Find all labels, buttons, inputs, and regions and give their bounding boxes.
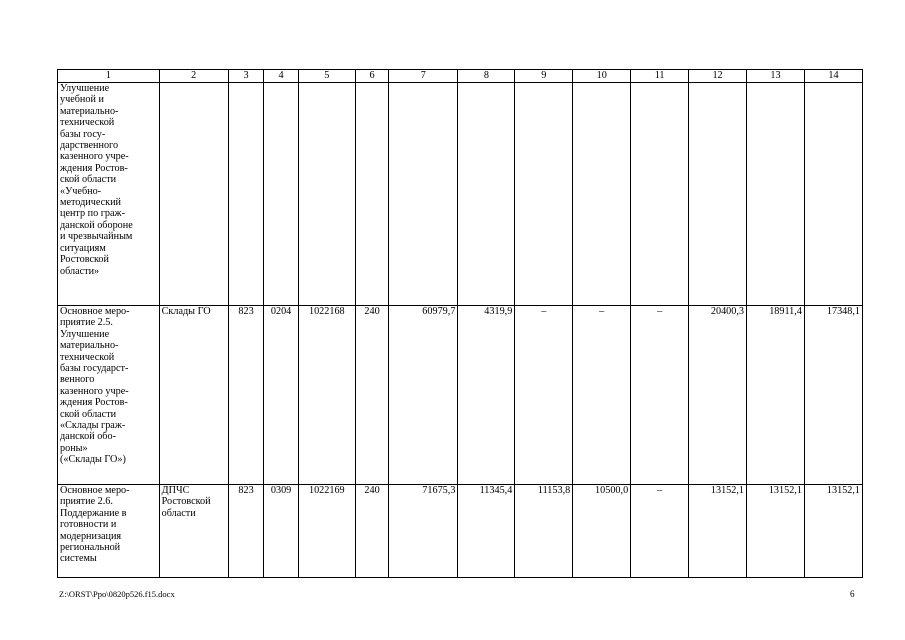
amount-cell: 71675,3 <box>389 485 458 578</box>
budget-table <box>57 69 863 578</box>
amount-cell <box>631 83 689 306</box>
amount-cell: – <box>631 306 689 485</box>
column-number: 14 <box>804 70 862 83</box>
column-number-row <box>58 70 863 83</box>
section-cell: 0204 <box>264 306 299 485</box>
amount-cell: 60979,7 <box>389 306 458 485</box>
file-path-footer: Z:\ORST\Ppo\0820p526.f15.docx <box>59 589 175 599</box>
column-number: 2 <box>159 70 228 83</box>
grbs-cell <box>228 83 264 306</box>
column-number: 10 <box>573 70 631 83</box>
column-number: 9 <box>515 70 573 83</box>
section-cell <box>264 83 299 306</box>
target-article-cell: 1022168 <box>298 306 355 485</box>
column-number: 12 <box>689 70 747 83</box>
table-row <box>58 485 863 578</box>
amount-cell: 11345,4 <box>458 485 515 578</box>
grbs-cell: 823 <box>228 485 264 578</box>
amount-cell: 13152,1 <box>689 485 747 578</box>
amount-cell: 10500,0 <box>573 485 631 578</box>
expense-type-cell: 240 <box>355 485 389 578</box>
expense-type-cell <box>355 83 389 306</box>
amount-cell <box>689 83 747 306</box>
amount-cell: 11153,8 <box>515 485 573 578</box>
table-row <box>58 306 863 485</box>
amount-cell <box>515 83 573 306</box>
amount-cell <box>804 83 862 306</box>
column-number: 6 <box>355 70 389 83</box>
column-number: 7 <box>389 70 458 83</box>
column-number: 3 <box>228 70 264 83</box>
amount-cell: 17348,1 <box>804 306 862 485</box>
expense-type-cell: 240 <box>355 306 389 485</box>
amount-cell <box>389 83 458 306</box>
activity-name-cell: Основное меро- приятие 2.6. Поддержание в готовности и модернизация региональной системы <box>58 485 160 578</box>
amount-cell: 18911,4 <box>747 306 805 485</box>
executor-cell: Склады ГО <box>159 306 228 485</box>
column-number: 13 <box>747 70 805 83</box>
amount-cell: 13152,1 <box>804 485 862 578</box>
amount-cell: 20400,3 <box>689 306 747 485</box>
activity-name-cell: Основное меро- приятие 2.5. Улучшение материально- технической базы государст- венного казенного учре- ждения Ростов- ской области «Склады граж- данской обо- роны» («Склады ГО») <box>58 306 160 485</box>
amount-cell: – <box>631 485 689 578</box>
amount-cell <box>573 83 631 306</box>
target-article-cell <box>298 83 355 306</box>
page-number: 6 <box>850 589 855 599</box>
amount-cell: – <box>573 306 631 485</box>
amount-cell: – <box>515 306 573 485</box>
executor-cell: ДПЧС Ростовской области <box>159 485 228 578</box>
section-cell: 0309 <box>264 485 299 578</box>
table-row <box>58 83 863 306</box>
column-number: 8 <box>458 70 515 83</box>
target-article-cell: 1022169 <box>298 485 355 578</box>
grbs-cell: 823 <box>228 306 264 485</box>
executor-cell <box>159 83 228 306</box>
activity-name-cell: Улучшение учебной и материально- технической базы госу- дарственного казенного учре- ждения Ростов- ской области «Учебно- методический центр по граж- данской обороне и чрезвычайным ситуациям Ростовской области» <box>58 83 160 306</box>
column-number: 11 <box>631 70 689 83</box>
amount-cell: 4319,9 <box>458 306 515 485</box>
column-number: 5 <box>298 70 355 83</box>
amount-cell <box>458 83 515 306</box>
column-number: 4 <box>264 70 299 83</box>
amount-cell: 13152,1 <box>747 485 805 578</box>
amount-cell <box>747 83 805 306</box>
column-number: 1 <box>58 70 160 83</box>
